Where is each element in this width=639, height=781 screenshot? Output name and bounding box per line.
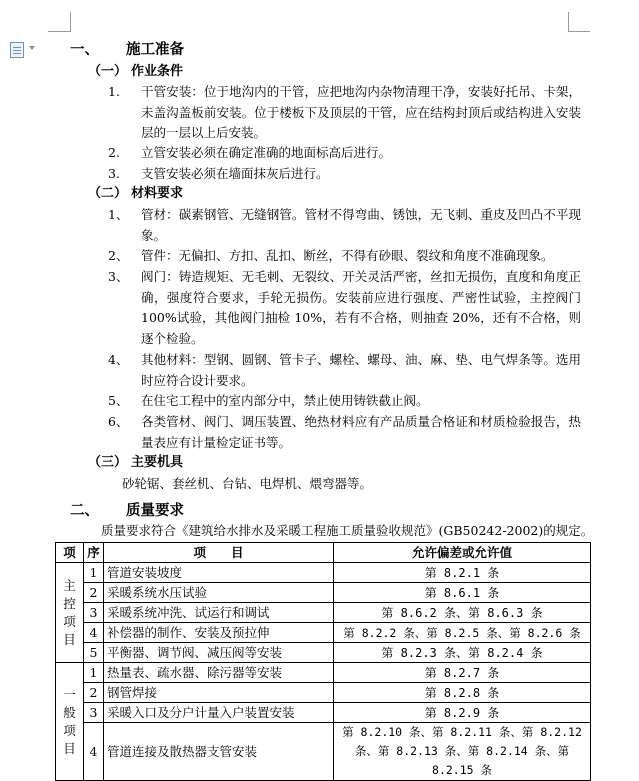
row-number: 4 (84, 723, 104, 781)
row-value: 第 8.6.2 条、第 8.6.3 条 (334, 603, 591, 623)
row-value: 第 8.2.3 条、第 8.2.4 条 (334, 643, 591, 663)
row-value: 第 8.2.7 条 (334, 663, 591, 683)
row-number: 1 (84, 563, 104, 583)
table-row (56, 603, 591, 623)
row-number: 2 (84, 683, 104, 703)
header-value: 允许偏差或允许值 (334, 543, 591, 563)
row-item: 平衡器、调节阀、减压阀等安装 (104, 643, 334, 663)
table-row (56, 563, 591, 583)
row-item: 管道安装坡度 (104, 563, 334, 583)
subsection-1-number: （一） (88, 64, 128, 79)
row-item: 管道连接及散热器支管安装 (104, 723, 334, 781)
table-row (56, 663, 591, 683)
list-item-text: 管材：碳素钢管、无缝钢管。管材不得弯曲、锈蚀，无飞刺、重皮及凹凸不平现象。 (141, 207, 581, 243)
category-main-control: 主控项目 (56, 563, 84, 663)
subsection-2-number: （二） (88, 186, 128, 201)
list-item-number: 1. (108, 84, 120, 99)
list-item-number: 5、 (108, 393, 129, 408)
list-item-text: 立管安装必须在确定准确的地面标高后进行。 (141, 145, 392, 160)
list-item-text: 在住宅工程中的室内部分中，禁止使用铸铁截止阀。 (141, 393, 429, 408)
list-item-text: 各类管材、阀门、调压装置、绝热材料应有产品质量合格证和材质检验报告，热量表应有计量检定证书等。 (141, 414, 581, 450)
row-value: 第 8.2.2 条、第 8.2.5 条、第 8.2.6 条 (334, 623, 591, 643)
row-number: 4 (84, 623, 104, 643)
table-row (56, 723, 591, 781)
chevron-down-icon[interactable] (29, 46, 35, 50)
section-1-title: 施工准备 (126, 41, 184, 58)
row-item: 热量表、疏水器、除污器等安装 (104, 663, 334, 683)
table-row (56, 583, 591, 603)
subsection-2-title: 材料要求 (131, 186, 184, 201)
crop-mark-top-right-h (568, 31, 590, 32)
tools-text: 砂轮锯、套丝机、台钻、电焊机、煨弯器等。 (122, 476, 373, 491)
subsection-1-title: 作业条件 (131, 64, 184, 79)
table-row (56, 623, 591, 643)
list-item-text: 其他材料：型钢、圆钢、管卡子、螺栓、螺母、油、麻、垫、电气焊条等。选用时应符合设计要求。 (141, 352, 581, 388)
list-item-number: 2. (108, 145, 120, 160)
subsection-3-number: （三） (88, 455, 128, 470)
row-number: 3 (84, 703, 104, 723)
document-icon[interactable] (10, 42, 24, 58)
category-general: 一般项目 (56, 663, 84, 781)
section-1-number: 一、 (70, 41, 99, 58)
list-item-number: 3. (108, 166, 120, 181)
crop-mark-top-right-v (568, 12, 569, 32)
row-item: 钢管焊接 (104, 683, 334, 703)
row-number: 1 (84, 663, 104, 683)
list-item-text: 阀门：铸造规矩、无毛刺、无裂纹、开关灵活严密，丝扣无损伤，直度和角度正确，强度符合要求，手轮无损伤。安装前应进行强度、严密性试验，主控阀门 100%试验，其他阀门抽检 10%，若有不合格，则抽查 20%，还有不合格，则逐个检验。 (141, 269, 581, 346)
subsection-3-title: 主要机具 (131, 455, 184, 470)
section-2-title: 质量要求 (126, 502, 184, 519)
list-item-number: 1、 (108, 207, 129, 222)
row-item: 采暖系统冲洗、试运行和调试 (104, 603, 334, 623)
header-category: 项 (56, 543, 84, 563)
row-number: 2 (84, 583, 104, 603)
row-item: 补偿器的制作、安装及预拉伸 (104, 623, 334, 643)
row-item: 采暖入口及分户计量入户装置安装 (104, 703, 334, 723)
row-value: 第 8.2.1 条 (334, 563, 591, 583)
table-row (56, 703, 591, 723)
row-value: 第 8.2.9 条 (334, 703, 591, 723)
header-seq: 序 (84, 543, 104, 563)
section-2-number: 二、 (70, 502, 99, 519)
row-value: 第 8.2.8 条 (334, 683, 591, 703)
list-item-text: 支管安装必须在墙面抹灰后进行。 (141, 166, 329, 181)
list-item-number: 2、 (108, 248, 129, 263)
list-item-number: 4、 (108, 352, 129, 367)
row-value: 第 8.2.10 条、第 8.2.11 条、第 8.2.12 条、第 8.2.13 条、第 8.2.14 条、第 8.2.15 条 (334, 723, 591, 781)
list-item-number: 6、 (108, 414, 129, 429)
list-item-text: 干管安装：位于地沟内的干管，应把地沟内杂物清理干净，安装好托吊、卡架，未盖沟盖板前安装。位于楼板下及顶层的干管，应在结构封顶后或结构进入安装层的一层以上后安装。 (141, 84, 581, 140)
list-item-number: 3、 (108, 269, 129, 284)
row-number: 5 (84, 643, 104, 663)
crop-mark-top-left-h (48, 31, 70, 32)
list-item-text: 管件：无偏扣、方扣、乱扣、断丝，不得有砂眼、裂纹和角度不准确现象。 (141, 248, 554, 263)
table-row (56, 643, 591, 663)
quality-intro: 质量要求符合《建筑给水排水及采暖工程施工质量验收规范》(GB50242-2002)的规定。 (101, 523, 594, 538)
crop-mark-top-left-v (70, 12, 71, 32)
row-item: 采暖系统水压试验 (104, 583, 334, 603)
row-number: 3 (84, 603, 104, 623)
table-row (56, 683, 591, 703)
row-value: 第 8.6.1 条 (334, 583, 591, 603)
quality-table (55, 542, 591, 781)
table-header-row (56, 543, 591, 563)
header-item: 项 目 (104, 543, 334, 563)
